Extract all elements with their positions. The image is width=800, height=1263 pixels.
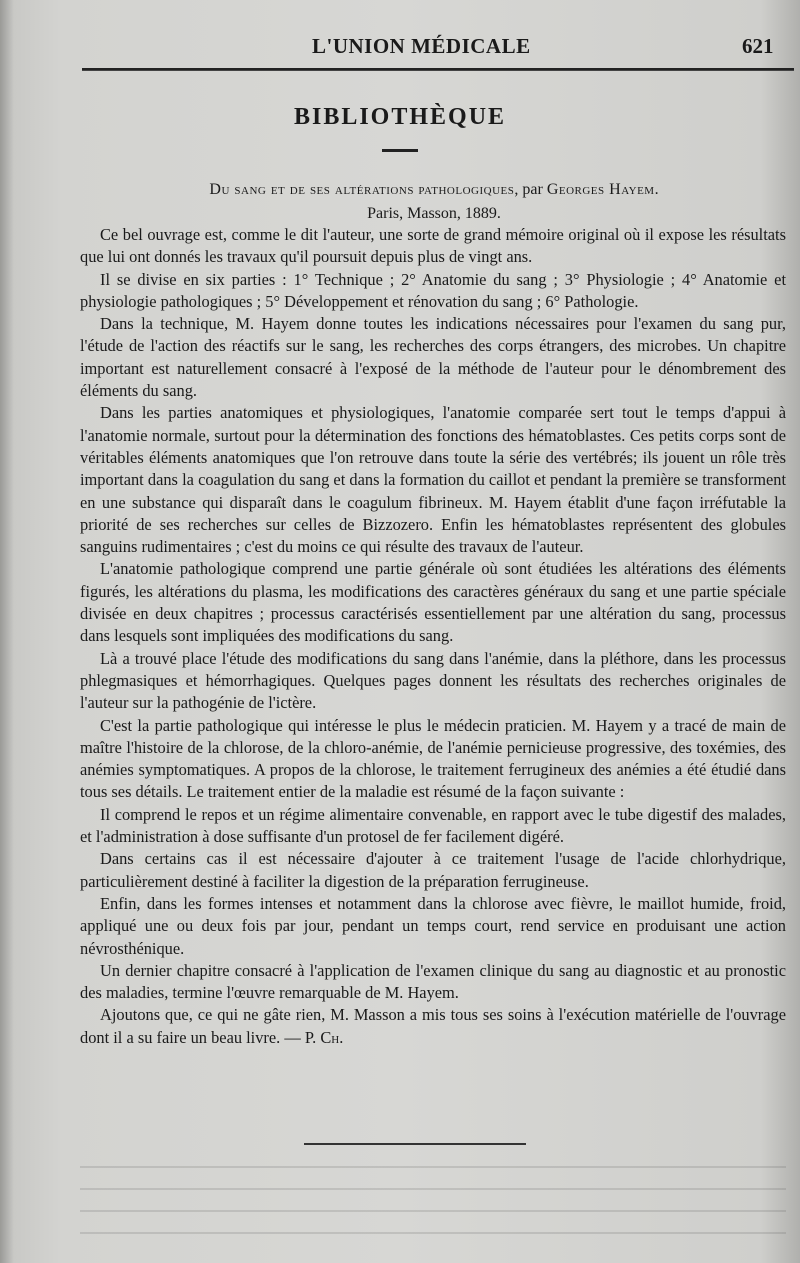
running-header bbox=[0, 34, 800, 64]
closing-text: Ajoutons que, ce qui ne gâte rien, M. Masson a mis tous ses soins à l'exécution matérielle de l'ouvrage dont il a su faire un beau livre. — bbox=[80, 1005, 786, 1047]
book-publisher: Paris, Masson, 1889. bbox=[367, 205, 501, 222]
paragraph: Dans la technique, M. Hayem donne toutes les indications nécessaires pour l'examen du sang pur, l'étude de l'action des réactifs sur le sang, les recherches des corps étrangers, des microbes. Un chapitre important est naturellement consacré à l'exposé de la méthode de l'auteur pour le dénombrement des éléments du sang. bbox=[80, 314, 786, 401]
page-number: 621 bbox=[742, 34, 774, 58]
closing-paragraph bbox=[80, 1004, 786, 1049]
section-title: BIBLIOTHÈQUE bbox=[293, 104, 507, 130]
book-title: Du sang et de ses altérations pathologiques bbox=[209, 181, 515, 198]
author-signature: P. Ch. bbox=[304, 1027, 344, 1047]
paragraph: Dans certains cas il est nécessaire d'ajouter à ce traitement l'usage de l'acide chlorhydrique, particulièrement destiné à faciliter la digestion de la préparation ferrugineuse. bbox=[80, 849, 786, 891]
book-reference bbox=[84, 178, 784, 226]
journal-title: L'UNION MÉDICALE bbox=[312, 34, 531, 58]
paragraph: Un dernier chapitre consacré à l'application de l'examen clinique du sang au diagnostic et au pronostic des maladies, termine l'œuvre remarquable de M. Hayem. bbox=[80, 960, 786, 1003]
paragraph: Il se divise en six parties : 1° Technique ; 2° Anatomie du sang ; 3° Physiologie ; 4° Anatomie et physiologie pathologiques ; 5° Développement et rénovation du sang ; 6° Pathologie. bbox=[80, 269, 786, 311]
review-body bbox=[80, 224, 786, 1049]
paragraph: Là a trouvé place l'étude des modifications du sang dans l'anémie, dans la pléthore, dans les processus phlegmasiques et hémorrhagiques. Quelques pages donnent les résultats des recherches originales de l'auteur sur la pathogénie de l'ictère. bbox=[80, 648, 786, 713]
paragraph: Il comprend le repos et un régime alimentaire convenable, en rapport avec le tube digestif des malades, et l'administration à dose suffisante d'un protosel de fer facilement digéré. bbox=[80, 804, 786, 847]
title-rule bbox=[382, 149, 418, 152]
book-by: , par bbox=[514, 181, 547, 198]
paragraph: Dans les parties anatomiques et physiologiques, l'anatomie comparée sert tout le temps d'appui à l'anatomie normale, surtout pour la détermination des fonctions des hématoblastes. Ces petits corps sont de véritables éléments anatomiques que l'on retrouve dans toute la série des vertébrés; ils jouent un rôle très important dans la coagulation du sang et dans la formation du caillot et pendant la première se transforment en une substance qui disparaît dans le coagulum fibrineux. M. Hayem établit d'une façon irréfutable la priorité de ses recherches sur celles de Bizzozero. Enfin les hématoblastes représentent des globules sanguins rudimentaires ; c'est du moins ce qui résulte des travaux de l'auteur. bbox=[80, 403, 786, 557]
book-author: Georges Hayem bbox=[546, 181, 655, 198]
paragraph: C'est la partie pathologique qui intéresse le plus le médecin praticien. M. Hayem y a tracé de main de maître l'histoire de la chlorose, de la chloro-anémie, de l'anémie pernicieuse progressive, des toxémies, des anémies symptomatiques. A propos de la chlorose, le traitement ferrugineux des anémies a été étudié dans tous ses détails. Le traitement entier de la maladie est résumé de la façon suivante : bbox=[80, 715, 786, 802]
paragraph: Enfin, dans les formes intenses et notamment dans la chlorose avec fièvre, le maillot humide, froid, appliqué une ou deux fois par jour, pendant un temps court, rend service en produisant une action névrosthénique. bbox=[80, 893, 786, 958]
header-rule bbox=[82, 68, 794, 71]
paragraph: Ce bel ouvrage est, comme le dit l'auteur, une sorte de grand mémoire original où il expose les résultats que lui ont donnés les travaux qu'il poursuit depuis plus de vingt ans. bbox=[80, 225, 786, 267]
paragraph: L'anatomie pathologique comprend une partie générale où sont étudiées les altérations des éléments figurés, les altérations du plasma, les modifications des caractères généraux du sang et une partie spéciale divisée en deux chapitres ; processus caractérisés essentiellement par une altération du sang, processus dans lesquels sont impliquées des modifications du sang. bbox=[80, 559, 786, 646]
show-through-texture bbox=[80, 1152, 786, 1252]
book-reference-line1: Du sang et de ses altérations pathologiques, par Georges Hayem. bbox=[209, 181, 659, 198]
end-rule bbox=[304, 1143, 526, 1145]
